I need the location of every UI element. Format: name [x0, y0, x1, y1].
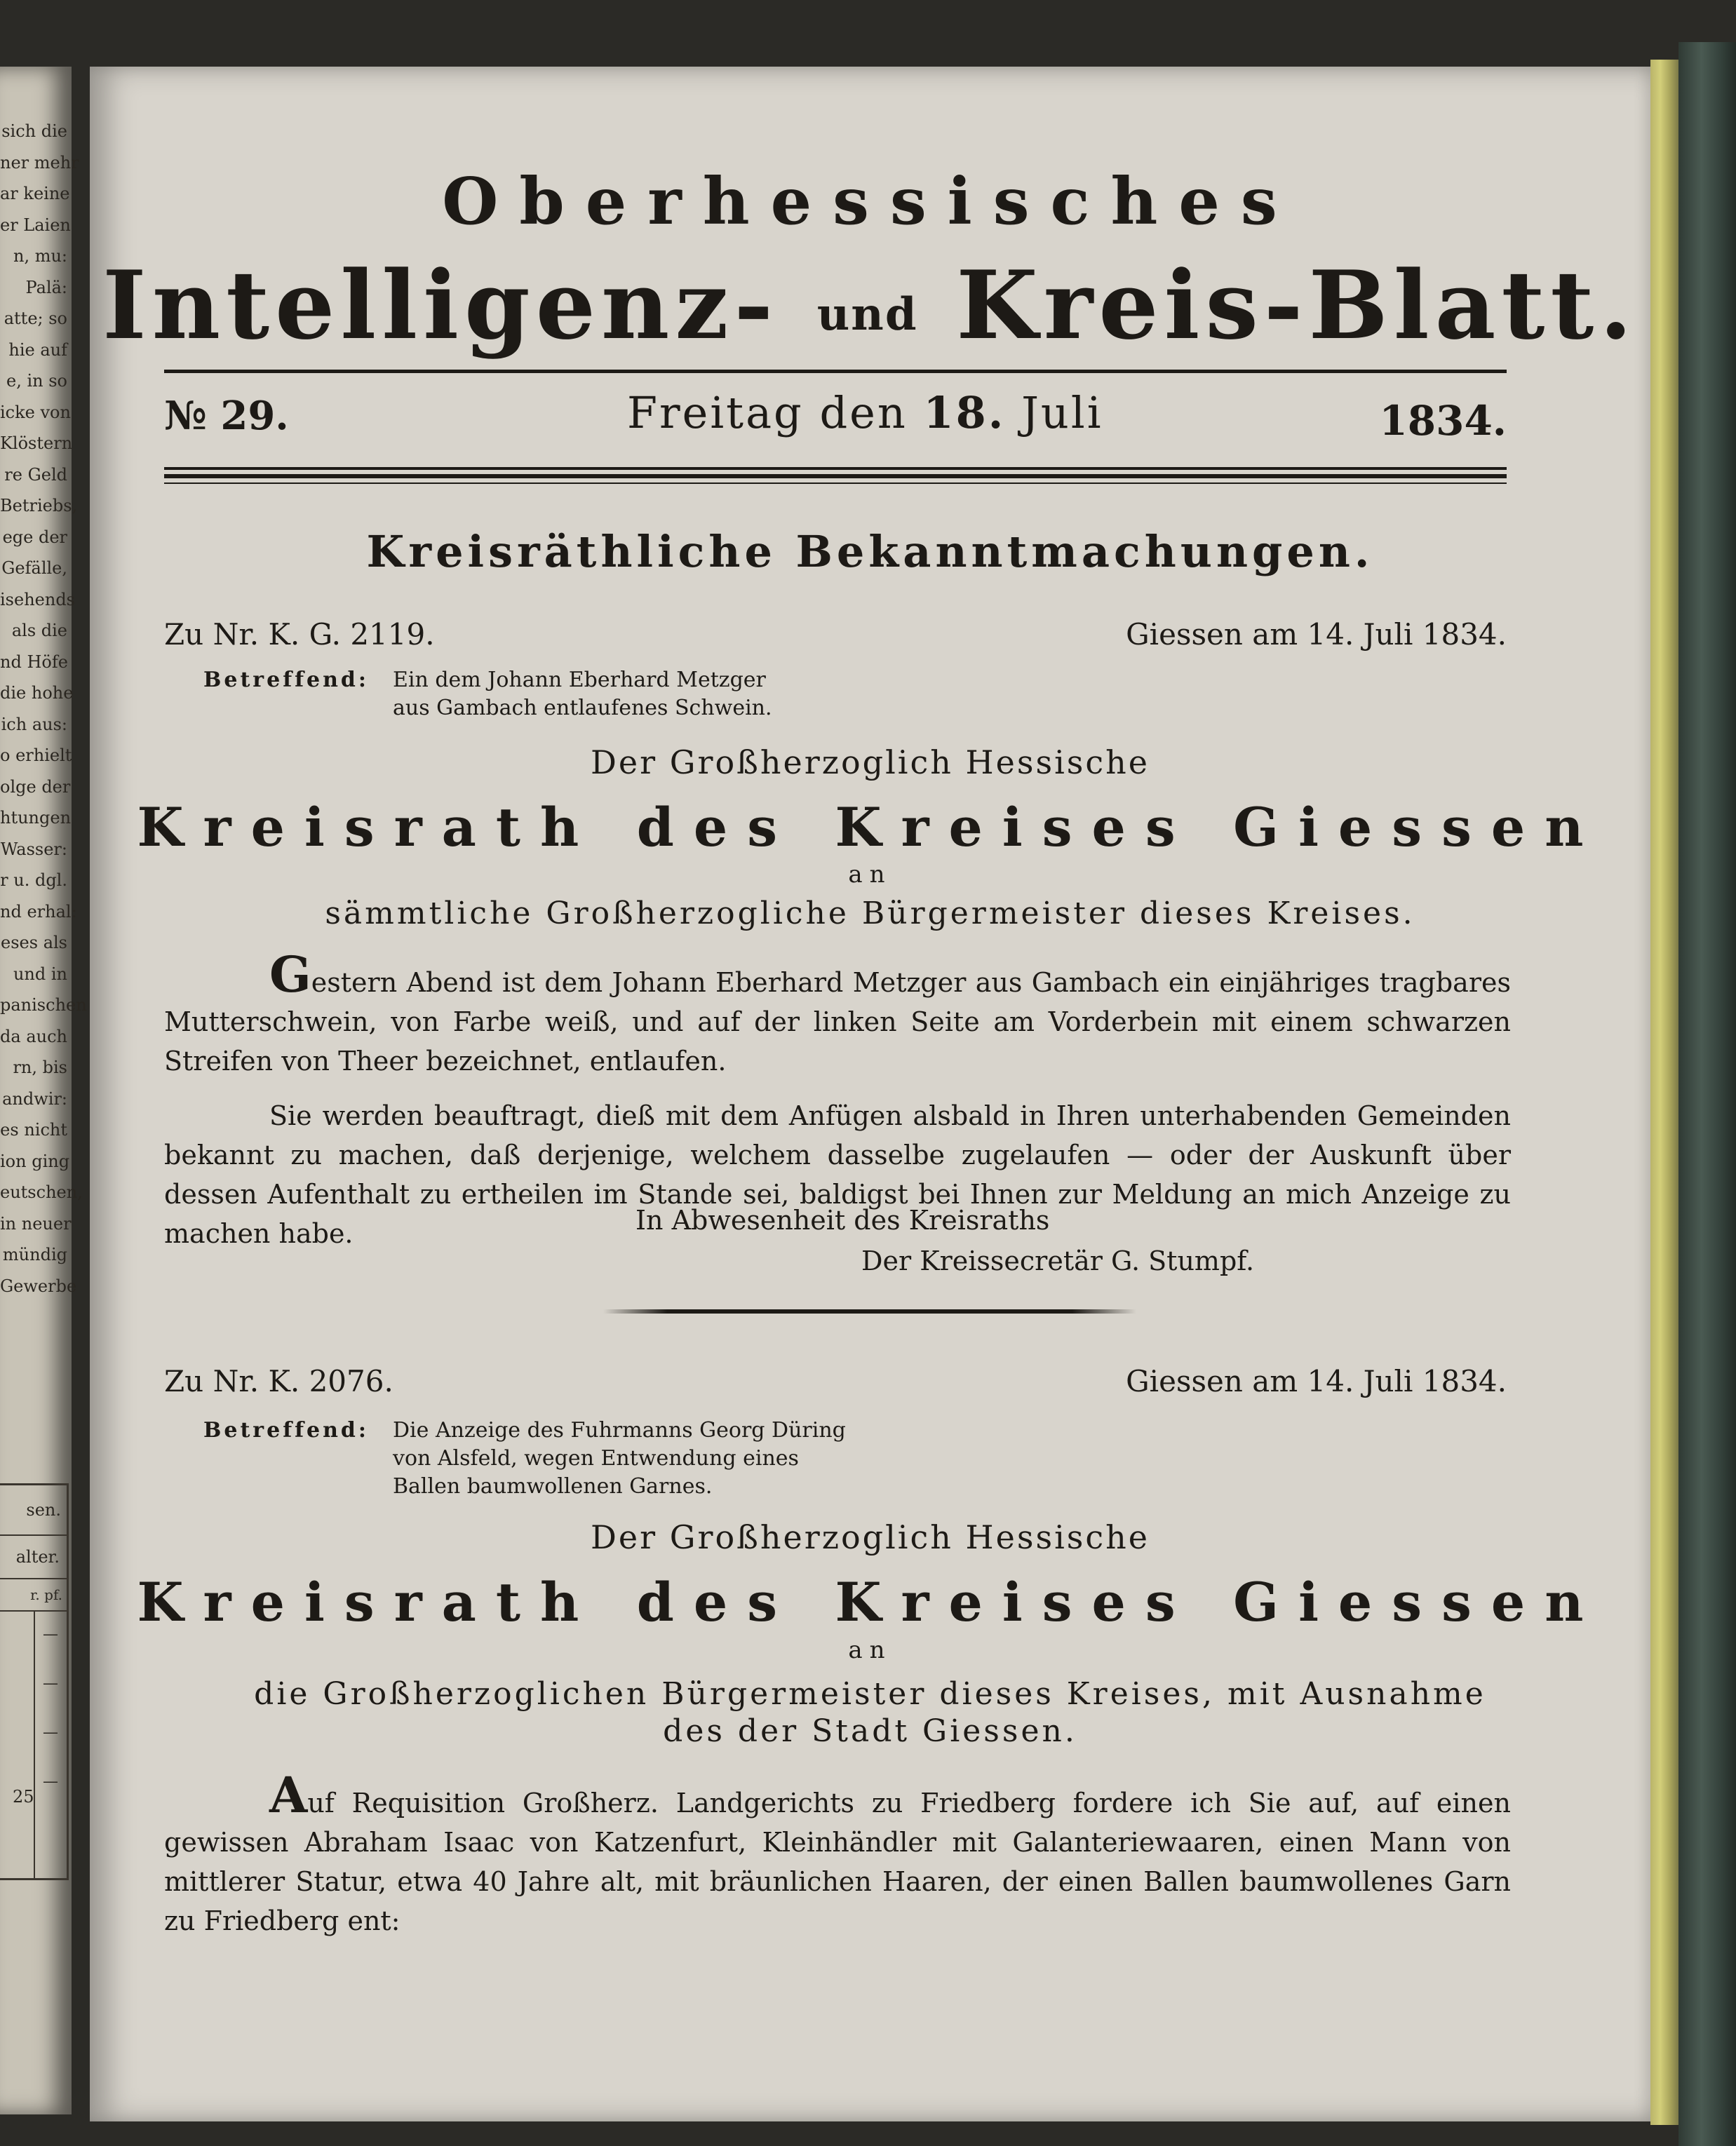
notice1-place-date: Giessen am 14. Juli 1834.	[1126, 617, 1507, 652]
left-table-subhead: alter.	[0, 1536, 67, 1579]
notice1-signature-line1: In Abwesenheit des Kreisraths	[635, 1205, 1050, 1236]
left-table-dash: —	[43, 1675, 58, 1692]
masthead-rule-top	[164, 370, 1507, 373]
left-table-dash: —	[43, 1626, 58, 1643]
notice-separator	[603, 1309, 1136, 1314]
left-page-fragment: Palä:	[25, 277, 67, 297]
issue-day-number: 18.	[923, 387, 1006, 438]
masthead-line2	[90, 252, 1650, 367]
notice1-reference: Zu Nr. K. G. 2119.	[164, 617, 435, 652]
issue-number: № 29.	[164, 393, 289, 439]
notice1-subject-label: Betreffend:	[203, 668, 369, 692]
left-page-fragment: Klöstern	[0, 433, 73, 453]
left-page-fragment: Betriebs,	[0, 496, 78, 515]
left-page-fragment: icke von	[0, 402, 71, 422]
left-page-fragment: Gefälle,	[1, 558, 67, 578]
notice2-an: an	[848, 1636, 892, 1664]
left-page-fragment: Wasser:	[0, 839, 67, 859]
left-page-fragment: sich die	[1, 121, 67, 141]
left-page-fragment: olge der	[0, 776, 71, 797]
notice1-dropcap: G	[269, 945, 311, 1004]
left-page-text-fragments	[0, 116, 87, 1302]
masthead-rule-bottom-2	[164, 474, 1507, 478]
left-table-divider	[34, 1612, 35, 1878]
left-page-fragment: rn, bis	[13, 1058, 67, 1077]
notice2-kreisrath: Kreisrath des Kreises Giessen	[137, 1571, 1603, 1633]
book-cover	[1678, 42, 1736, 2146]
masthead-line1: Oberhessisches	[442, 163, 1298, 239]
notice1-kreisrath: Kreisrath des Kreises Giessen	[137, 796, 1603, 858]
notice1-authority: Der Großherzoglich Hessische	[591, 743, 1150, 781]
left-page-fragment: o erhielt	[0, 745, 72, 765]
notice2-subject-label: Betreffend:	[203, 1418, 369, 1443]
issue-month: Juli	[1021, 387, 1103, 438]
left-table-value: 25	[13, 1787, 34, 1807]
left-page-fragment: es nicht	[0, 1120, 67, 1140]
left-page-table	[0, 1483, 69, 1880]
notice2-paragraph1	[164, 1766, 1511, 1941]
left-page-fragment: n, mu:	[13, 246, 67, 266]
masthead-kreis-blatt: Kreis-Blatt.	[956, 250, 1638, 360]
notice2-authority: Der Großherzoglich Hessische	[591, 1518, 1150, 1556]
left-page-fragment: e, in so	[6, 371, 67, 391]
left-page-fragment: r u. dgl.	[0, 870, 67, 890]
left-page-fragment: in neuer	[0, 1213, 72, 1234]
left-page-fragment: ege der	[2, 527, 67, 547]
left-page-fragment: da auch	[0, 1026, 67, 1046]
notice1-signature-line2: Der Kreissecretär G. Stumpf.	[861, 1246, 1255, 1276]
notice1-paragraph1	[164, 945, 1511, 1081]
notice2-reference-line	[164, 1364, 1507, 1406]
notice1-paragraph1-text: estern Abend ist dem Johann Eberhard Metzger aus Gambach ein einjähriges tragbares Mutterschwein, von Farbe weiß, und auf der linken Seite am Vorderbein mit einem schwarzen Streifen von Theer bezeichnet, entlaufen.	[164, 967, 1511, 1077]
left-page-fragment: htungen	[0, 808, 72, 828]
left-page-fragment: er Laien	[0, 215, 71, 235]
left-page-fragment: Gewerbe	[0, 1276, 77, 1296]
left-page-fragment: und in	[13, 964, 67, 984]
notice2-dropcap: A	[269, 1766, 308, 1824]
notice1-subject-line: aus Gambach entlaufenes Schwein.	[393, 696, 772, 720]
notice2-place-date: Giessen am 14. Juli 1834.	[1126, 1364, 1507, 1398]
issue-year: 1834.	[1379, 397, 1507, 445]
issue-date	[627, 387, 1103, 438]
notice2-reference: Zu Nr. K. 2076.	[164, 1364, 393, 1398]
left-page-fragment: panischen	[0, 995, 87, 1015]
left-table-units: r. pf.	[0, 1579, 67, 1612]
left-page-fragment: eses als	[1, 933, 67, 952]
left-table-body	[0, 1612, 67, 1878]
left-page-fragment: nd Höfe	[0, 652, 68, 672]
left-page-fragment: atte; so	[4, 309, 67, 328]
left-page-fragment: re Geld	[4, 464, 67, 485]
left-page-fragment: nd erhal:	[0, 901, 77, 922]
masthead-rule-bottom-1	[164, 467, 1507, 470]
left-page-fragment: ner mehr	[0, 152, 79, 173]
notice2-recipients-line1: die Großherzoglichen Bürgermeister dieses Kreises, mit Ausnahme	[254, 1676, 1486, 1712]
issue-line	[164, 387, 1507, 450]
notice2-recipients-line2: des der Stadt Giessen.	[663, 1713, 1077, 1749]
left-table-dash: —	[43, 1773, 58, 1790]
left-page-fragment: ich aus:	[1, 714, 67, 734]
notice1-reference-line	[164, 617, 1507, 659]
notice2-subject-line: Ballen baumwollenen Garnes.	[393, 1474, 713, 1499]
left-page-fragment: eutschen,	[0, 1182, 83, 1202]
masthead-intelligenz: Intelligenz-	[102, 250, 779, 360]
notice1-paragraph2-text: Sie werden beauftragt, dieß mit dem Anfügen alsbald in Ihren unterhabenden Gemeinden bekannt zu machen, daß derjenige, welchem dasselbe zugelaufen — oder der Auskunft über dessen Aufenthalt zu ertheilen im Stande sei, baldigst bei Ihnen zur Meldung an mich Anzeige zu machen habe.	[164, 1100, 1511, 1249]
masthead-und: und	[816, 288, 918, 341]
left-page-fragment: ar keine	[0, 184, 70, 203]
left-page-fragment: als die	[11, 621, 67, 640]
notice2-subject-line: von Alsfeld, wegen Entwendung eines	[393, 1446, 799, 1471]
page-edges	[1650, 60, 1678, 2125]
notice1-an: an	[848, 861, 892, 889]
left-table-head: sen.	[0, 1485, 67, 1536]
left-facing-page	[0, 67, 87, 2114]
masthead-rule-bottom-3	[164, 482, 1507, 484]
left-page-fragment: die hohe	[0, 683, 74, 703]
left-table-dash: —	[43, 1724, 58, 1741]
left-page-fragment: andwir:	[2, 1088, 67, 1109]
left-page-fragment: ion ging	[0, 1151, 70, 1171]
notice2-subject-line: Die Anzeige des Fuhrmanns Georg Düring	[393, 1418, 846, 1443]
notice2-paragraph1-text: uf Requisition Großherz. Landgerichts zu Friedberg fordere ich Sie auf, auf einen gewissen Abraham Isaac von Katzenfurt, Kleinhändler mit Galanteriewaaren, einen Mann von mittlerer Statur, etwa 40 Jahre alt, mit bräunlichen Haaren, der einen Ballen baumwollenes Garn zu Friedberg ent:	[164, 1788, 1511, 1936]
section-title: Kreisräthliche Bekanntmachungen.	[366, 526, 1374, 577]
left-page-fragment: isehends	[0, 589, 75, 609]
notice1-subject-line: Ein dem Johann Eberhard Metzger	[393, 668, 766, 692]
left-page-fragment: hie auf	[8, 339, 67, 360]
issue-day: Freitag den	[627, 387, 908, 438]
left-page-fragment: mündig	[2, 1245, 67, 1264]
notice1-recipients: sämmtliche Großherzogliche Bürgermeister dieses Kreises.	[325, 896, 1415, 931]
